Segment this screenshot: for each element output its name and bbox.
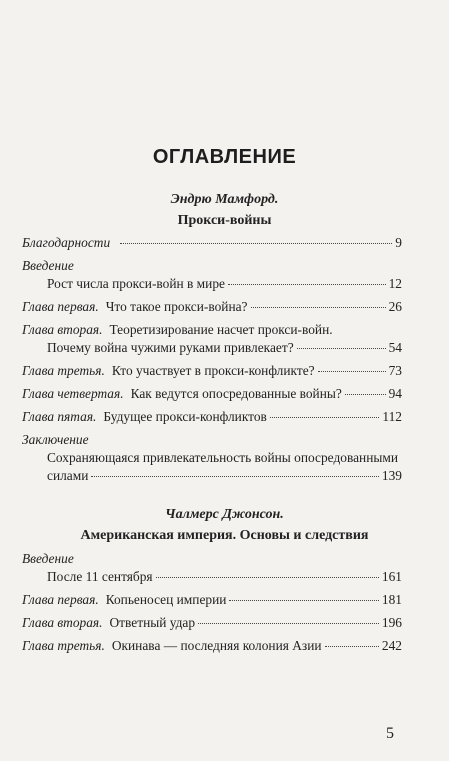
toc-entry-s2-ch3: [22, 638, 402, 656]
toc-entry-ch1: [22, 299, 402, 317]
toc-entry-ch3: [22, 363, 402, 381]
toc-label: Глава третья.: [22, 638, 105, 653]
section2-intro-label: Введение: [22, 551, 74, 566]
section1-title: Прокси-войны: [177, 213, 272, 228]
toc-page: 12: [388, 276, 402, 291]
toc-entry-conclusion-line1: Сохраняющаяся привлекательность войны опосредованными: [47, 450, 399, 465]
leader-dots: [297, 348, 386, 349]
toc-label: Глава вторая.: [22, 322, 103, 337]
toc-page: 26: [388, 299, 402, 314]
section2-author: Чалмерс Джонсон.: [165, 507, 284, 522]
leader-dots: [91, 476, 379, 477]
toc-entry-ack: [22, 235, 402, 253]
toc-label: Глава первая.: [22, 299, 99, 314]
toc-page: 196: [381, 615, 402, 630]
toc-text: Будущее прокси-конфликтов: [103, 409, 267, 424]
toc-entry-conclusion-line2: [47, 468, 402, 486]
leader-dots: [251, 307, 386, 308]
toc-entry-ch2-line2: [47, 340, 402, 358]
leader-dots: [198, 623, 379, 624]
toc-page: 181: [381, 592, 402, 607]
toc-label: Глава пятая.: [22, 409, 97, 424]
leader-dots: [345, 394, 386, 395]
toc-page: 242: [381, 638, 402, 653]
toc-label: Глава первая.: [22, 592, 99, 607]
toc-page: 161: [381, 569, 402, 584]
toc-entry-ch4: [22, 386, 402, 404]
section1-conclusion-label: Заключение: [22, 432, 89, 447]
toc-text: Кто участвует в прокси-конфликте?: [111, 363, 315, 378]
toc-entry-s2-intro: [47, 569, 402, 587]
leader-dots: [270, 417, 380, 418]
leader-dots: [120, 243, 392, 244]
leader-dots: [325, 646, 379, 647]
leader-dots: [156, 577, 379, 578]
toc-entry-intro: [47, 276, 402, 294]
toc-text: Копьеносец империи: [105, 592, 227, 607]
toc-text: Как ведутся опосредованные войны?: [130, 386, 342, 401]
leader-dots: [229, 600, 378, 601]
toc-page: 73: [388, 363, 402, 378]
page-title: ОГЛАВЛЕНИЕ: [152, 146, 297, 168]
leader-dots: [318, 371, 386, 372]
leader-dots: [228, 284, 386, 285]
toc-text: Что такое прокси-война?: [105, 299, 248, 314]
toc-label: Глава третья.: [22, 363, 105, 378]
toc-page: 112: [382, 409, 402, 424]
toc-entry-ch5: [22, 409, 402, 427]
toc-text: После 11 сентября: [47, 569, 153, 584]
toc-page: 139: [381, 468, 402, 483]
toc-page: 54: [388, 340, 402, 355]
toc-entry-s2-ch1: [22, 592, 402, 610]
section1-author: Эндрю Мамфорд.: [170, 192, 279, 207]
toc-text: Рост числа прокси-войн в мире: [47, 276, 225, 291]
section1-intro-label: Введение: [22, 258, 74, 273]
toc-entry-ch2-line1: [22, 322, 402, 340]
toc-label: Глава вторая.: [22, 615, 103, 630]
toc-entry-s2-ch2: [22, 615, 402, 633]
toc-label: Благодарности: [22, 235, 111, 250]
toc-text: Окинава — последняя колония Азии: [111, 638, 322, 653]
toc-text: Ответный удар: [109, 615, 196, 630]
toc-page: 9: [395, 235, 402, 250]
toc-page: 94: [388, 386, 402, 401]
toc-label: Глава четвертая.: [22, 386, 124, 401]
toc-text: силами: [47, 468, 89, 483]
toc-text: Теоретизирование насчет прокси-войн.: [109, 322, 333, 337]
toc-text: Почему война чужими руками привлекает?: [47, 340, 294, 355]
page-number: 5: [386, 725, 394, 742]
section2-title: Американская империя. Основы и следствия: [80, 528, 369, 543]
